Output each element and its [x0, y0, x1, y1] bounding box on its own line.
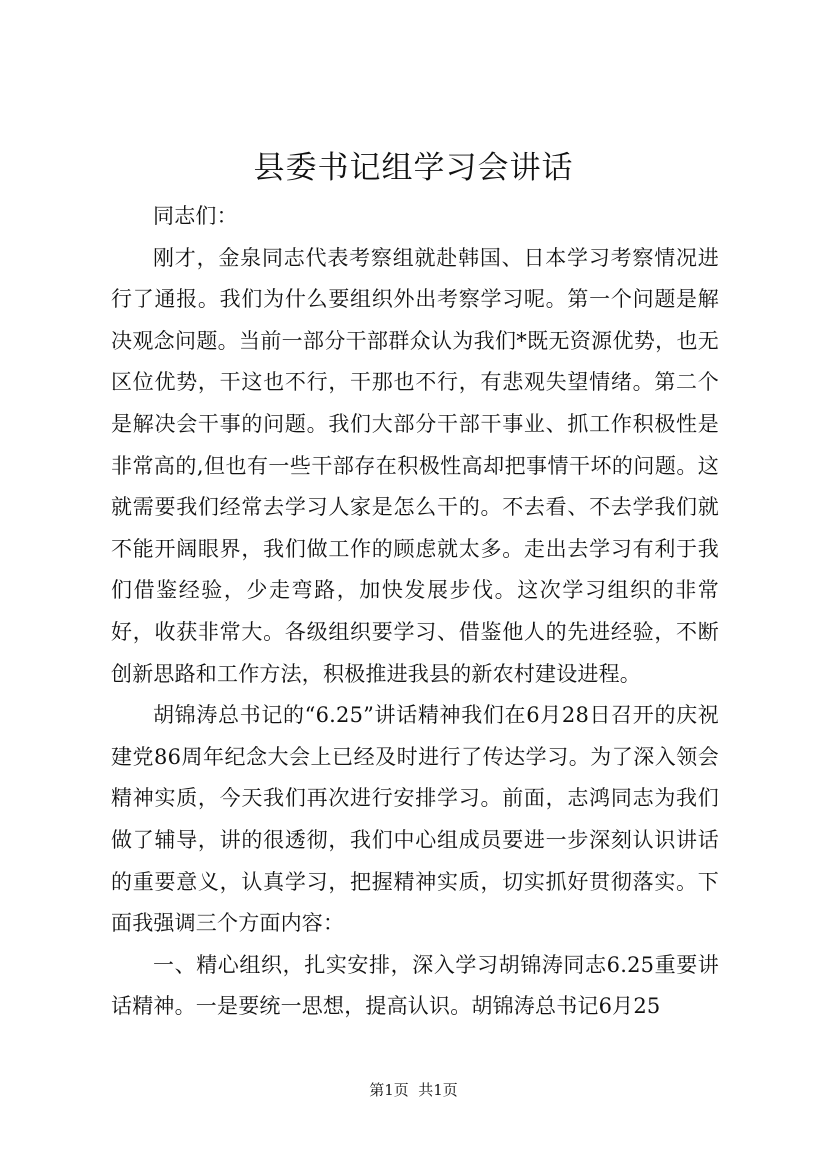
page-number: 第1页 共1页 [369, 1081, 458, 1099]
body-paragraph: 一、精心组织，扎实安排，深入学习胡锦涛同志6.25重要讲话精神。一是要统一思想，提高认识。胡锦涛总书记6月25 [111, 952, 719, 1019]
document-body [111, 196, 719, 1028]
body-paragraph: 刚才，金泉同志代表考察组就赴韩国、日本学习考察情况进行了通报。我们为什么要组织外出考察学习呢。第一个问题是解决观念问题。当前一部分干部群众认为我们*既无资源优势，也无区位优势，干这也不行，干那也不行，有悲观失望情绪。第二个是解决会干事的问题。我们大部分干部干事业、抓工作积极性是非常高的,但也有一些干部存在积极性高却把事情干坏的问题。这就需要我们经常去学习人家是怎么干的。不去看、不去学我们就不能开阔眼界，我们做工作的顾虑就太多。走出去学习有利于我们借鉴经验，少走弯路，加快发展步伐。这次学习组织的非常好，收获非常大。各级组织要学习、借鉴他人的先进经验，不断创新思路和工作方法，积极推进我县的新农村建设进程。 [111, 245, 719, 686]
document-title: 县委书记组学习会讲话 [253, 150, 574, 186]
body-paragraph: 胡锦涛总书记的“6.25”讲话精神我们在6月28日召开的庆祝建党86周年纪念大会上已经及时进行了传达学习。为了深入领会精神实质，今天我们再次进行安排学习。前面，志鸿同志为我们做了辅导，讲的很透彻，我们中心组成员要进一步深刻认识讲话的重要意义，认真学习，把握精神实质，切实抓好贯彻落实。下面我强调三个方面内容： [111, 703, 719, 936]
salutation-paragraph: 同志们： [153, 204, 238, 228]
page-footer [0, 1079, 827, 1101]
